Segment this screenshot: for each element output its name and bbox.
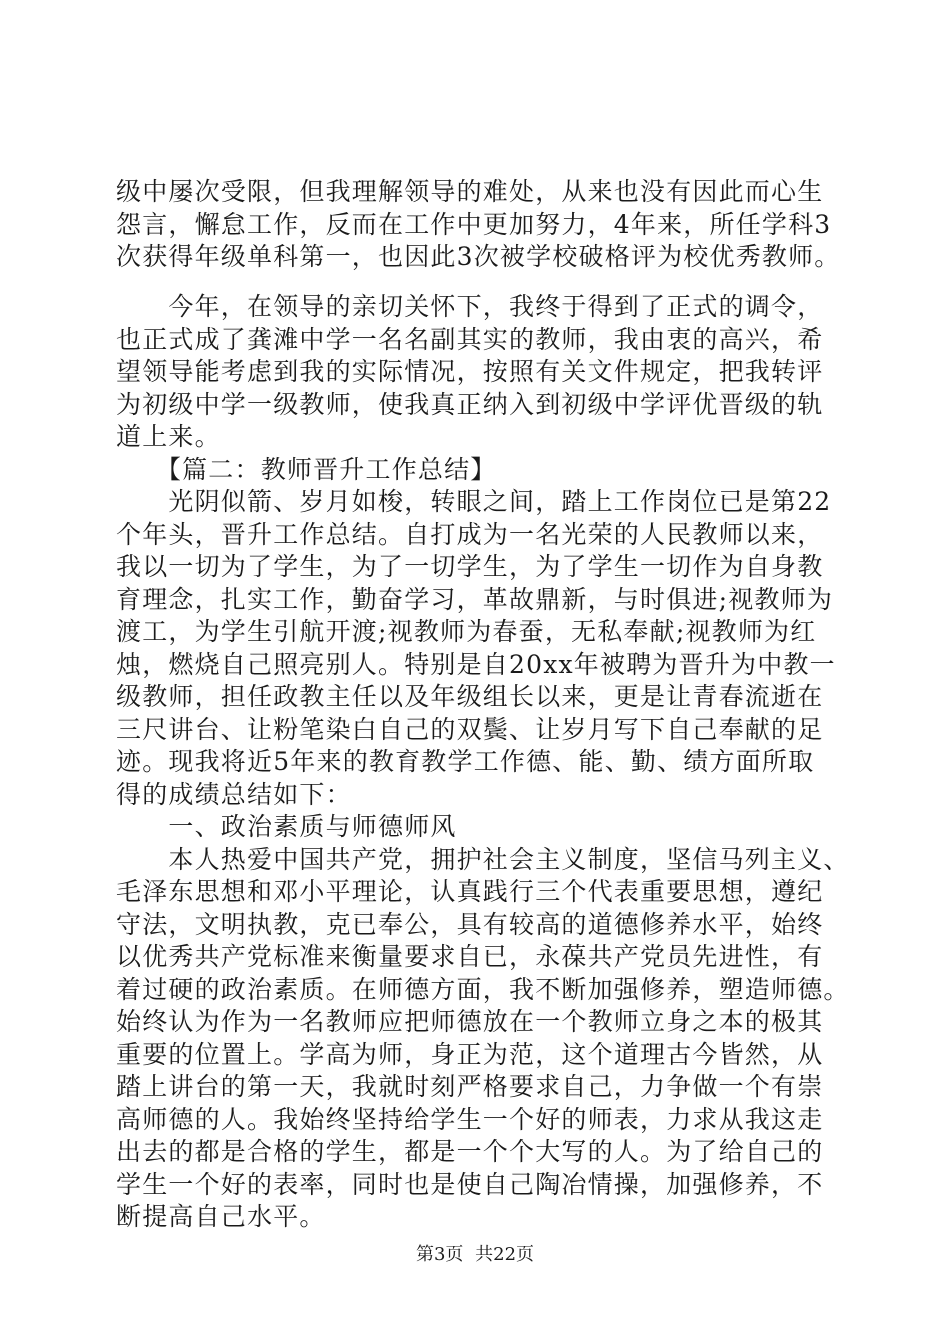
text-line: 级教师，担任政教主任以及年级组长以来，更是让青春流逝在 [116, 682, 824, 711]
text-line: 着过硬的政治素质。在师德方面，我不断加强修养，塑造师德。 [116, 974, 850, 1004]
page-total: 共22页 [475, 1244, 535, 1265]
subsection-heading: 一、政治素质与师德师风 [116, 812, 457, 841]
text-line: 高师德的人。我始终坚持给学生一个好的师表，力求从我这走 [116, 1104, 824, 1134]
paragraph-continued [116, 176, 856, 274]
text-line: 怨言，懈怠工作，反而在工作中更加努力，4年来，所任学科3 [116, 209, 832, 239]
text-line: 次获得年级单科第一，也因此3次被学校破格评为校优秀教师。 [116, 242, 841, 271]
text-line: 毛泽东思想和邓小平理论，认真践行三个代表重要思想，遵纪 [116, 877, 824, 906]
text-line: 始终认为作为一名教师应把师德放在一个教师立身之本的极其 [116, 1007, 824, 1036]
text-line: 道上来。 [116, 422, 221, 451]
text-line: 守法，文明执教，克已奉公，具有较高的道德修养水平，始终 [116, 909, 824, 939]
text-line: 得的成绩总结如下： [116, 779, 352, 809]
text-line: 今年，在领导的亲切关怀下，我终于得到了正式的调令， [116, 292, 824, 321]
text-line: 为初级中学一级教师，使我真正纳入到初级中学评优晋级的轨 [116, 389, 824, 419]
text-line: 渡工，为学生引航开渡;视教师为春蚕，无私奉献;视教师为红 [116, 617, 817, 646]
text-line: 烛，燃烧自己照亮别人。特别是自20xx年被聘为晋升为中教一 [116, 649, 836, 679]
text-line: 我以一切为了学生，为了一切学生，为了学生一切作为自身教 [116, 552, 824, 581]
text-line: 育理念，扎实工作，勤奋学习，革故鼎新，与时俱进;视教师为 [116, 584, 834, 614]
text-line: 重要的位置上。学高为师，身正为范，这个道理古今皆然，从 [116, 1039, 824, 1069]
text-line: 断提高自己水平。 [116, 1202, 326, 1231]
text-line: 个年头，晋升工作总结。自打成为一名光荣的人民教师以来， [116, 519, 824, 549]
section-heading: 【篇二：教师晋升工作总结】 [116, 454, 497, 484]
text-line: 学生一个好的表率，同时也是使自己陶冶情操，加强修养，不 [116, 1169, 824, 1199]
text-line: 踏上讲台的第一天，我就时刻严格要求自己，力争做一个有崇 [116, 1072, 824, 1101]
body-text [116, 291, 856, 1234]
text-line: 望领导能考虑到我的实际情况，按照有关文件规定，把我转评 [116, 357, 824, 386]
text-line: 光阴似箭、岁月如梭，转眼之间，踏上工作岗位已是第22 [116, 487, 832, 516]
text-line: 也正式成了龚滩中学一名名副其实的教师，我由衷的高兴，希 [116, 324, 824, 354]
page-footer [0, 1240, 950, 1266]
text-line: 出去的都是合格的学生，都是一个个大写的人。为了给自己的 [116, 1137, 824, 1166]
text-line: 以优秀共产党标准来衡量要求自已，永葆共产党员先进性，有 [116, 942, 824, 971]
page-number: 第3页 [415, 1244, 464, 1265]
text-line: 三尺讲台、让粉笔染白自己的双鬓、让岁月写下自己奉献的足 [116, 714, 824, 744]
text-line: 级中屡次受限，但我理解领导的难处，从来也没有因此而心生 [116, 177, 824, 206]
text-line: 本人热爱中国共产党，拥护社会主义制度，坚信马列主义、 [116, 844, 850, 874]
text-line: 迹。现我将近5年来的教育教学工作德、能、勤、绩方面所取 [116, 747, 815, 776]
